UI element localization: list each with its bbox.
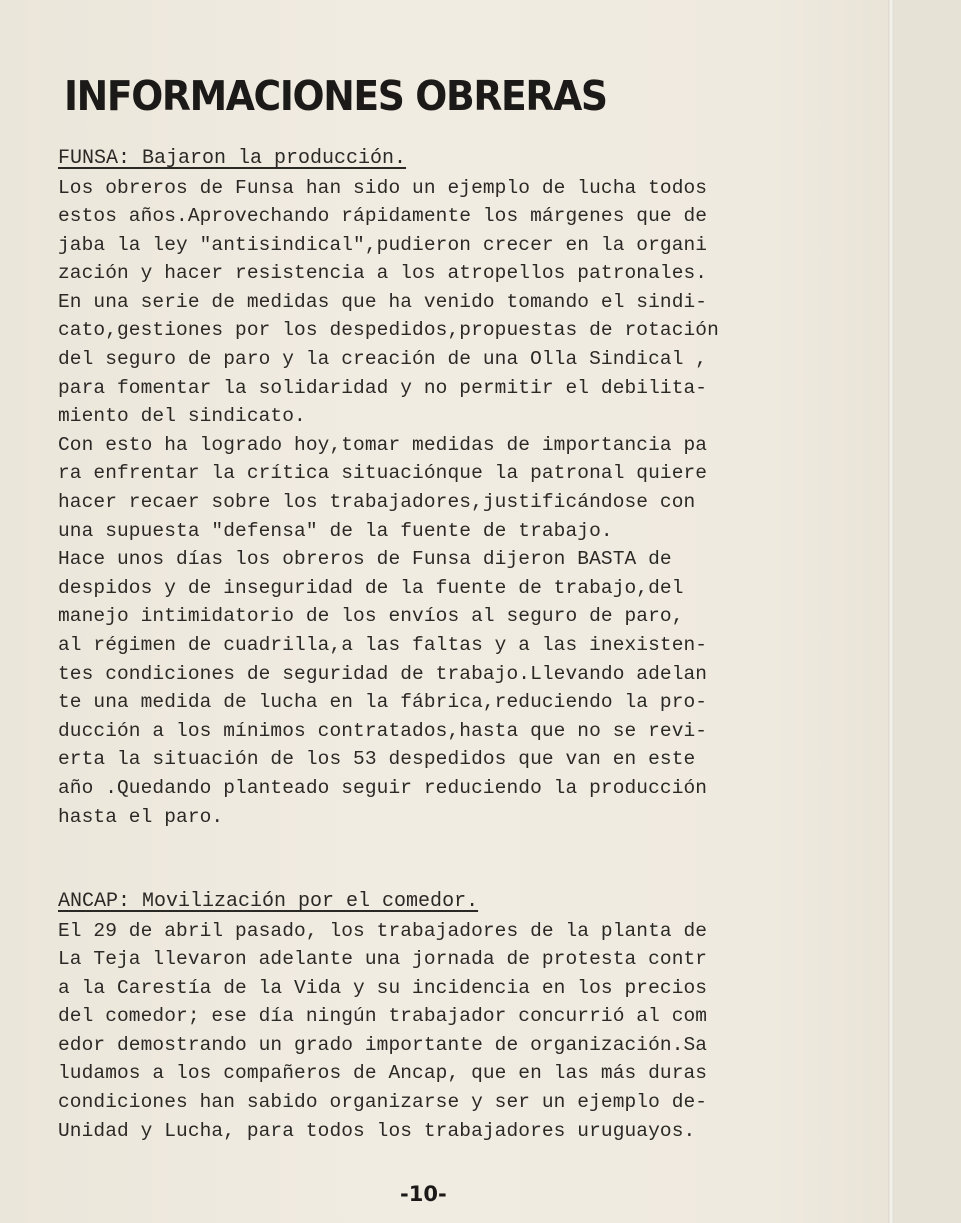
text-line: para fomentar la solidaridad y no permitir el debilita- <box>58 376 708 399</box>
text-line: ducción a los mínimos contratados,hasta que no se revi- <box>58 719 708 742</box>
text-line: al régimen de cuadrilla,a las faltas y a las inexisten- <box>58 634 708 656</box>
text-line: año .Quedando planteado seguir reduciendo la producción <box>58 776 708 799</box>
text-line: La Teja llevaron adelante una jornada de protesta contr <box>58 948 708 971</box>
text-line: ludamos a los compañeros de Ancap, que en las más duras <box>58 1062 708 1085</box>
section-ancap <box>58 888 878 1145</box>
text-line: miento del sindicato. <box>58 405 306 428</box>
text-line: estos años.Aprovechando rápidamente los márgenes que de <box>58 205 708 228</box>
text-line: manejo intimidatorio de los envíos al seguro de paro, <box>58 605 684 628</box>
text-line: Con esto ha logrado hoy,tomar medidas de importancia pa <box>58 433 708 456</box>
text-line: Los obreros de Funsa han sido un ejemplo de lucha todos <box>58 176 708 199</box>
text-line: edor demostrando un grado importante de organización.Sa <box>58 1033 708 1056</box>
page-edge-strip <box>894 0 961 1223</box>
text-line: Unidad y Lucha, para todos los trabajadores uruguayos. <box>58 1119 696 1142</box>
section-funsa <box>58 145 878 831</box>
text-line: hacer recaer sobre los trabajadores,justificándose con <box>58 491 696 514</box>
section-title: ANCAP: Movilización por el comedor. <box>58 890 479 913</box>
text-line: te una medida de lucha en la fábrica,reduciendo la pro- <box>58 691 708 714</box>
text-line: erta la situación de los 53 despedidos que van en este <box>58 748 696 771</box>
text-line: Hace unos días los obreros de Funsa dijeron BASTA de <box>58 548 672 571</box>
text-line: del comedor; ese día ningún trabajador concurrió al com <box>58 1005 708 1028</box>
text-line: zación y hacer resistencia a los atropellos patronales. <box>58 262 708 285</box>
text-line: una supuesta "defensa" de la fuente de trabajo. <box>58 519 613 542</box>
text-line: ra enfrentar la crítica situaciónque la patronal quiere <box>58 462 708 485</box>
text-line: hasta el paro. <box>58 805 224 828</box>
text-line: despidos y de inseguridad de la fuente de trabajo,del <box>58 576 684 599</box>
text-line: El 29 de abril pasado, los trabajadores de la planta de <box>58 919 708 942</box>
text-line: condiciones han sabido organizarse y ser un ejemplo de- <box>58 1091 708 1114</box>
text-line: En una serie de medidas que ha venido tomando el sindi- <box>58 290 708 313</box>
section-title: FUNSA: Bajaron la producción. <box>58 147 407 170</box>
page-header: INFORMACIONES OBRERAS <box>64 72 607 120</box>
text-line: tes condiciones de seguridad de trabajo.Llevando adelan <box>58 662 708 685</box>
text-line: del seguro de paro y la creación de una Olla Sindical , <box>58 348 708 371</box>
text-line: jaba la ley "antisindical",pudieron crecer en la organi <box>58 233 708 256</box>
text-line: a la Carestía de la Vida y su incidencia en los precios <box>58 976 708 999</box>
text-line: cato,gestiones por los despedidos,propuestas de rotación <box>58 319 719 342</box>
page-number: -10- <box>400 1182 447 1206</box>
